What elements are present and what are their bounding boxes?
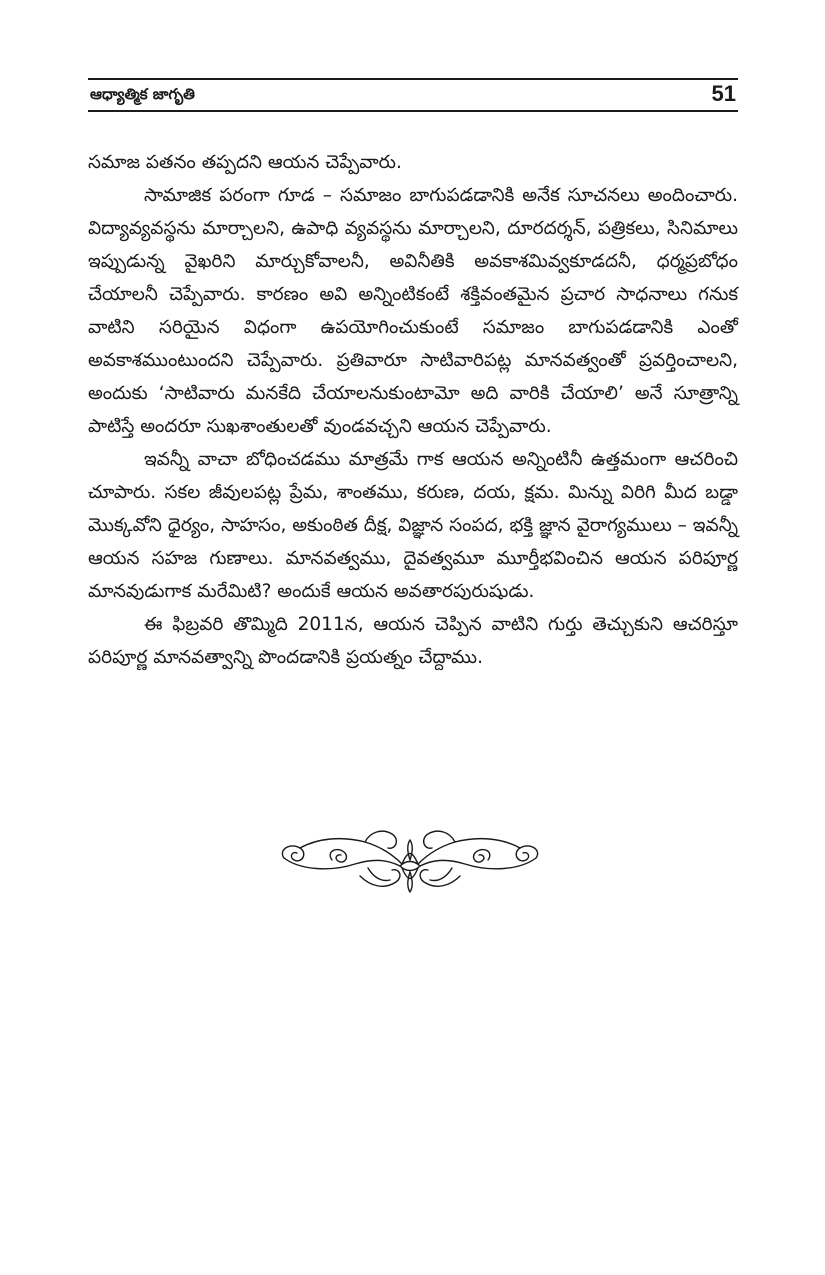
flourish-ornament-icon [270,820,550,900]
paragraph: ఇవన్నీ వాచా బోధించడము మాత్రమే గాక ఆయన అన్నింటినీ ఉత్తమంగా ఆచరించి చూపారు. సకల జీవులపట్ల ప్రేమ, శాంతము, కరుణ, దయ, క్షమ. మిన్ను విరిగి మీద బడ్డా మొక్కవోని ధైర్యం, సాహసం, అకుంఠిత దీక్ష, విజ్ఞాన సంపద, భక్తి జ్ఞాన వైరాగ్యములు – ఇవన్నీ ఆయన సహజ గుణాలు. మానవత్వము, దైవత్వమూ మూర్తీభవించిన ఆయన పరిపూర్ణ మానవుడుగాక మరేమిటి? అందుకే ఆయన అవతారపురుషుడు. [88,449,738,602]
paragraph: సామాజిక పరంగా గూడ – సమాజం బాగుపడడానికి అనేక సూచనలు అందించారు. విద్యావ్యవస్థను మార్చాలని, ఉపాధి వ్యవస్థను మార్చాలని, దూరదర్శన్, పత్రికలు, సినిమాలు ఇప్పుడున్న వైఖరిని మార్చుకోవాలనీ, అవినీతికి అవకాశమివ్వకూడదనీ, ధర్మప్రబోధం చేయాలనీ చెప్పేవారు. కారణం అవి అన్నింటికంటే శక్తివంతమైన ప్రచార సాధనాలు గనుక వాటిని సరియైన విధంగా ఉపయోగించుకుంటే సమాజం బాగుపడడానికి ఎంతో అవకాశముంటుందని చెప్పేవారు. ప్రతివారూ సాటివారిపట్ల మానవత్వంతో ప్రవర్తించాలని, అందుకు ‘సాటివారు మనకేది చేయాలనుకుంటామో అది వారికి చేయాలి’ అనే సూత్రాన్ని పాటిస్తే అందరూ సుఖశాంతులతో వుండవచ్చని ఆయన చెప్పేవారు. [88,185,738,437]
running-header [88,78,738,112]
page-number: 51 [711,81,736,106]
header-title: ఆధ్యాత్మిక జాగృతి [90,85,195,103]
paragraph-continuation: సమాజ పతనం తప్పదని ఆయన చెప్పేవారు. [88,152,402,173]
body-text [88,146,738,674]
paragraph: ఈ ఫిబ్రవరి తొమ్మిది 2011న, ఆయన చెప్పిన వాటిని గుర్తు తెచ్చుకుని ఆచరిస్తూ పరిపూర్ణ మానవత్వాన్ని పొందడానికి ప్రయత్నం చేద్దాము. [88,614,738,668]
